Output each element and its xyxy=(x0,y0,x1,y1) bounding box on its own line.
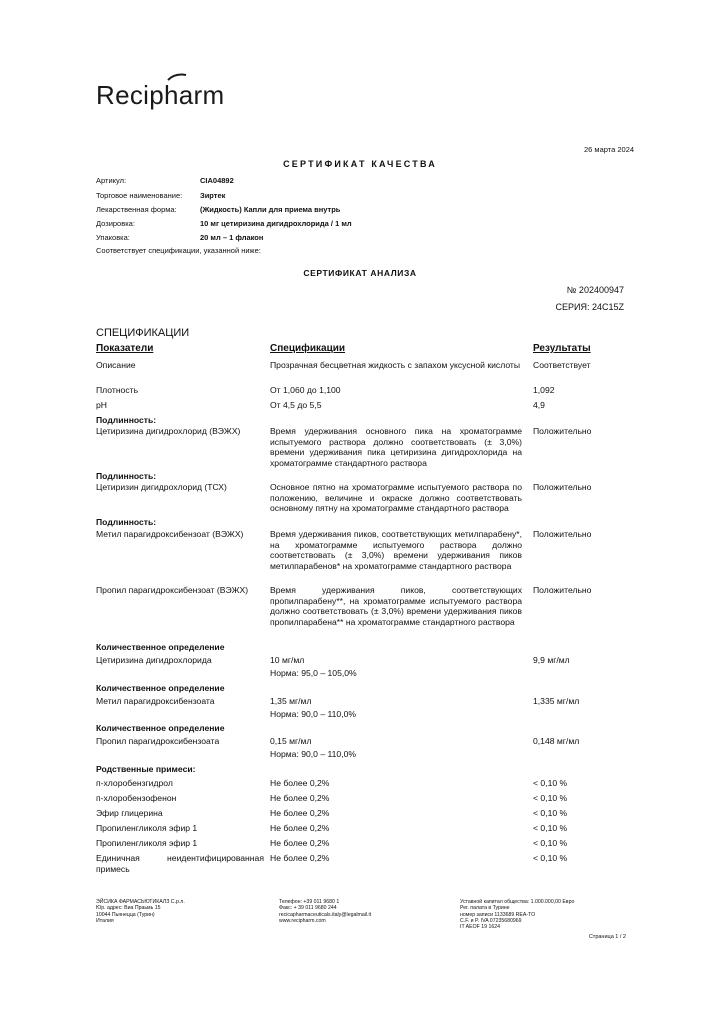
row-impurity-6-name-line1: Единичная неидентифицированная xyxy=(96,853,264,863)
meta-label-packaging: Упаковка: xyxy=(96,233,130,242)
section-identity-2: Подлинность: xyxy=(96,471,157,481)
row-id-propyl-name: Пропил парагидроксибензоат (ВЭЖХ) xyxy=(96,585,249,595)
meta-value-packaging: 20 мл – 1 флакон xyxy=(200,233,264,242)
meta-value-dosage: 10 мг цетиризина дигидрохлорида / 1 мл xyxy=(200,219,352,228)
conformity-note: Соответствует спецификации, указанной ниже: xyxy=(96,246,261,255)
section-identity-3: Подлинность: xyxy=(96,517,157,527)
row-impurity-2-name: п-хлоробензофенон xyxy=(96,793,177,803)
row-impurity-6-name-line2: примесь xyxy=(96,864,130,874)
row-id-methyl-result: Положительно xyxy=(533,529,592,539)
row-ph-spec: От 4,5 до 5,5 xyxy=(270,400,322,410)
row-id-cetirizine-tlc-result: Положительно xyxy=(533,482,592,492)
row-impurity-2-result: < 0,10 % xyxy=(533,793,568,803)
row-assay-cetirizine-name: Цетиризина дигидрохлорида xyxy=(96,655,212,665)
row-assay-cetirizine-result: 9,9 мг/мл xyxy=(533,655,570,665)
footer-phone: Телефон: +39 011 9680 1 xyxy=(279,899,340,905)
meta-value-dosage-form: (Жидкость) Капли для приема внутрь xyxy=(200,205,341,214)
footer-right-line: Рег. палата в Турине xyxy=(460,905,510,912)
section-impurities: Родственные примеси: xyxy=(96,764,196,774)
meta-label-trade-name: Торговое наименование: xyxy=(96,191,183,200)
row-density-name: Плотность xyxy=(96,385,139,395)
row-assay-methyl-name: Метил парагидроксибензоата xyxy=(96,696,215,706)
footer-left-line: ЭЙСИКА ФАРМАСЬЮТИКАЛЗ С.р.л. xyxy=(96,899,185,905)
footer-right-line: C.F. и P. IVA 07235680969 xyxy=(460,917,522,924)
row-id-cetirizine-hplc-name: Цетиризина дигидрохлорид (ВЭЖХ) xyxy=(96,426,241,436)
row-impurity-4-result: < 0,10 % xyxy=(533,823,568,833)
row-assay-propyl-norm: Норма: 90,0 – 110,0% xyxy=(270,749,357,759)
row-description-result: Соответствует xyxy=(533,360,591,370)
section-identity-1: Подлинность: xyxy=(96,415,157,425)
footer-company-address xyxy=(96,899,185,924)
row-id-methyl-spec: Время удерживания пиков, соответствующих метилпарабену*, на хроматограмме испытуемого раствора должно соответствовать (± 3,0%) времени удерживания пиков метилпарабенов* на хроматограмме стандартного раствора xyxy=(270,529,522,571)
analysis-certificate-title: СЕРТИФИКАТ АНАЛИЗА xyxy=(303,268,417,278)
meta-label-dosage-form: Лекарственная форма: xyxy=(96,205,177,214)
row-id-cetirizine-hplc-result: Положительно xyxy=(533,426,592,436)
row-assay-methyl-norm: Норма: 90,0 – 110,0% xyxy=(270,709,357,719)
footer-right-line: Уставной капитал общества: 1.000.000,00 Евро xyxy=(460,899,575,905)
footer-right-line: номер записи 1133689 REA-TO xyxy=(460,911,536,918)
meta-value-trade-name: Зиртек xyxy=(200,191,226,200)
row-ph-name: pH xyxy=(96,400,107,410)
row-id-methyl-name: Метил парагидроксибензоат (ВЭЖХ) xyxy=(96,529,244,539)
row-id-cetirizine-tlc-spec: Основное пятно на хроматограмме испытуемого раствора по положению, величине и окраске должно соответствовать основному пятну на хроматограмме стандартного раствора xyxy=(270,482,522,514)
row-impurity-3-name: Эфир глицерина xyxy=(96,808,163,818)
row-impurity-6-spec: Не более 0,2% xyxy=(270,853,330,863)
row-impurity-1-name: п-хлоробензгидрол xyxy=(96,778,173,788)
footer-right-line: IT AEOF 19 1624 xyxy=(460,924,500,931)
row-ph-result: 4,9 xyxy=(533,400,545,410)
section-assay-2: Количественное определение xyxy=(96,683,225,693)
batch-series: СЕРИЯ: 24С15Z xyxy=(555,302,624,312)
row-density-spec: От 1,060 до 1,100 xyxy=(270,385,341,395)
row-density-result: 1,092 xyxy=(533,385,555,395)
row-impurity-4-name: Пропиленгликоля эфир 1 xyxy=(96,823,198,833)
document-date: 26 марта 2024 xyxy=(584,145,635,154)
row-impurity-5-spec: Не более 0,2% xyxy=(270,838,330,848)
section-assay-3: Количественное определение xyxy=(96,723,225,733)
row-assay-methyl-spec: 1,35 мг/мл xyxy=(270,696,312,706)
quality-certificate-title: СЕРТИФИКАТ КАЧЕСТВА xyxy=(283,159,437,169)
row-impurity-3-spec: Не более 0,2% xyxy=(270,808,330,818)
row-impurity-5-name: Пропиленгликоля эфир 1 xyxy=(96,838,198,848)
section-assay-1: Количественное определение xyxy=(96,642,225,652)
footer-email-link[interactable]: recicapharmaceuticals.italy@legalmail.it xyxy=(279,911,372,918)
column-header-results: Результаты xyxy=(533,343,591,354)
row-impurity-6-result: < 0,10 % xyxy=(533,853,568,863)
row-impurity-1-spec: Не более 0,2% xyxy=(270,778,330,788)
logo-swoosh-icon xyxy=(167,72,187,82)
row-assay-propyl-spec: 0,15 мг/мл xyxy=(270,736,312,746)
row-description-spec: Прозрачная бесцветная жидкость с запахом уксусной кислоты xyxy=(270,360,521,370)
footer-left-line: Юр. адрес: Виа Праьмь 15 xyxy=(96,905,161,912)
column-header-specifications: Спецификации xyxy=(270,343,346,354)
column-header-indicators: Показатели xyxy=(96,343,154,354)
meta-label-article: Артикул: xyxy=(96,176,127,185)
row-impurity-2-spec: Не более 0,2% xyxy=(270,793,330,803)
certificate-number: № 202400947 xyxy=(566,285,624,295)
footer-website-link[interactable]: www.recipharm.com xyxy=(279,917,326,924)
row-impurity-1-result: < 0,10 % xyxy=(533,778,568,788)
row-assay-cetirizine-spec: 10 мг/мл xyxy=(270,655,305,665)
row-impurity-4-spec: Не более 0,2% xyxy=(270,823,330,833)
row-id-cetirizine-hplc-spec: Время удерживания основного пика на хроматограмме испытуемого раствора должно соответствовать (± 3,0%) времени удерживания пика цетиризина дигидрохлорида на хроматограмме стандартного раствора xyxy=(270,426,522,468)
company-logo xyxy=(96,80,224,111)
row-assay-cetirizine-norm: Норма: 95,0 – 105,0% xyxy=(270,668,357,678)
footer-contacts xyxy=(279,899,371,924)
row-assay-methyl-result: 1,335 мг/мл xyxy=(533,696,580,706)
footer-legal xyxy=(460,899,574,930)
row-id-cetirizine-tlc-name: Цетиризин дигидрохлорид (ТСХ) xyxy=(96,482,227,492)
row-id-propyl-result: Положительно xyxy=(533,585,592,595)
meta-value-article: CIA04892 xyxy=(200,176,234,185)
specifications-heading: СПЕЦИФИКАЦИИ xyxy=(96,327,190,339)
row-description-name: Описание xyxy=(96,360,136,370)
footer-left-line: Италия xyxy=(96,917,114,924)
row-impurity-5-result: < 0,10 % xyxy=(533,838,568,848)
logo-text: Recipharm xyxy=(96,80,225,110)
page-number: Страница 1 / 2 xyxy=(588,934,626,940)
row-impurity-3-result: < 0,10 % xyxy=(533,808,568,818)
row-id-propyl-spec: Время удерживания пиков, соответствующих пропилпарабену**, на хроматограмме испытуемого раствора должно соответствовать (± 3,0%) времени удерживания пиков пропилпарабена** на хроматограмме стандартного раствора xyxy=(270,585,522,627)
meta-label-dosage: Дозировка: xyxy=(96,219,135,228)
footer-left-line: 10044 Пьянецца (Турин) xyxy=(96,911,155,918)
footer-fax: Факс: + 39 011 9680 244 xyxy=(279,905,337,912)
row-assay-propyl-name: Пропил парагидроксибензоата xyxy=(96,736,220,746)
row-assay-propyl-result: 0,148 мг/мл xyxy=(533,736,580,746)
